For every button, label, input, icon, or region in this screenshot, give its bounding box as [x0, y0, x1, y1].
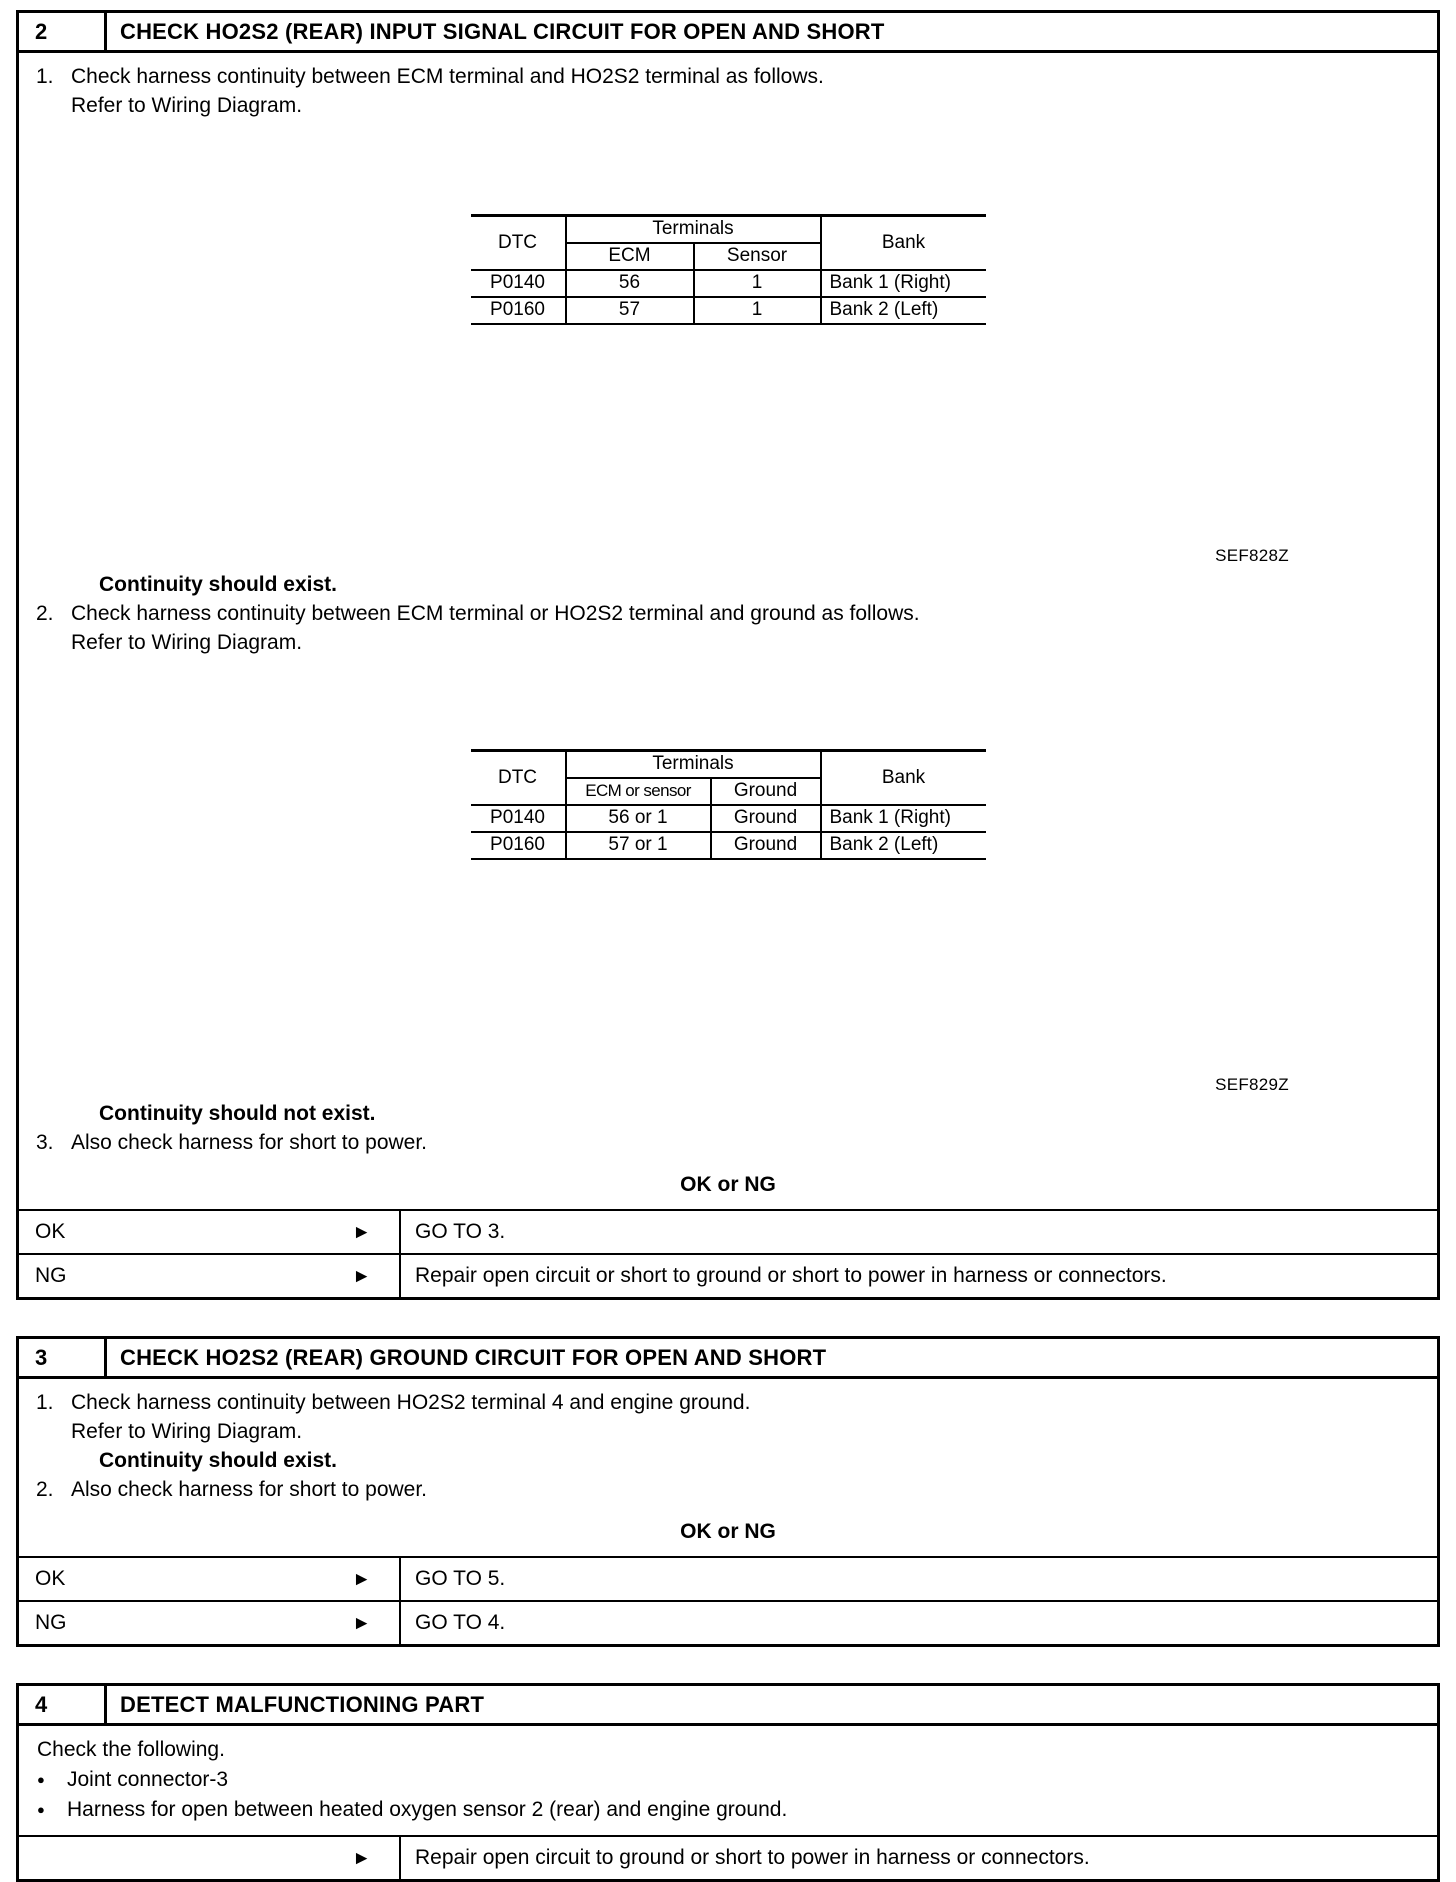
- procedure-box-3: [16, 1336, 1440, 1647]
- bullet-icon: ●: [37, 1802, 45, 1817]
- step-number: 4: [19, 1686, 107, 1723]
- table-header-row: [471, 216, 986, 243]
- figure-reference-code: SEF828Z: [1215, 546, 1289, 565]
- instruction-line: Refer to Wiring Diagram.: [71, 631, 303, 654]
- procedure-box-2: [16, 10, 1440, 1300]
- col-header-bank: Bank: [821, 216, 986, 270]
- arrow-icon: ►: [352, 1847, 371, 1869]
- procedure-header: [19, 1339, 1437, 1379]
- ok-or-ng-label: OK or NG: [680, 1173, 776, 1196]
- table-row: [471, 805, 986, 832]
- col-header-ecm-or-sensor: ECM or sensor: [566, 778, 711, 805]
- cell-ecm: 56: [566, 270, 694, 297]
- figure-reference-code: SEF829Z: [1215, 1075, 1289, 1094]
- bullet-item: [19, 1795, 1437, 1825]
- instruction-step: [19, 1128, 1437, 1157]
- result-action: Repair open circuit to ground or short to power in harness or connectors.: [415, 1846, 1090, 1869]
- cell-bank: Bank 1 (Right): [821, 270, 986, 297]
- result-row: [19, 1835, 1437, 1879]
- cell-bank: Bank 1 (Right): [821, 805, 986, 832]
- result-condition: [19, 1602, 401, 1644]
- result-row-ok: [19, 1209, 1437, 1253]
- procedure-body: [19, 53, 1437, 1297]
- cell-bank: Bank 2 (Left): [821, 832, 986, 859]
- instruction-number: 1.: [36, 1391, 54, 1414]
- cell-bank: Bank 2 (Left): [821, 297, 986, 324]
- condition-label: OK: [35, 1567, 66, 1590]
- instruction-text: [71, 599, 1417, 657]
- procedure-header: [19, 13, 1437, 53]
- instruction-text: [71, 62, 1417, 120]
- figure-area: [19, 749, 1437, 1099]
- cell-ground: Ground: [711, 805, 821, 832]
- instruction-line: Check harness continuity between ECM terminal or HO2S2 terminal and ground as follows.: [71, 602, 920, 625]
- result-condition: [19, 1837, 401, 1879]
- col-header-bank: Bank: [821, 751, 986, 805]
- bullet-text: Joint connector-3: [67, 1768, 229, 1791]
- cell-ecm: 57: [566, 297, 694, 324]
- table-header-row: [471, 751, 986, 778]
- procedure-box-4: [16, 1683, 1440, 1882]
- col-header-sensor: Sensor: [694, 243, 821, 270]
- continuity-note: Continuity should not exist.: [99, 1102, 376, 1125]
- result-action: Repair open circuit or short to ground or short to power in harness or connectors.: [415, 1264, 1167, 1287]
- continuity-note: Continuity should exist.: [99, 573, 338, 596]
- procedure-title: CHECK HO2S2 (REAR) GROUND CIRCUIT FOR OPEN AND SHORT: [120, 1344, 827, 1370]
- step-number: 2: [19, 13, 107, 50]
- cell-ground: Ground: [711, 832, 821, 859]
- col-header-ground: Ground: [711, 778, 821, 805]
- col-header-dtc: DTC: [471, 216, 566, 270]
- cell-ecm-or-sensor: 56 or 1: [566, 805, 711, 832]
- result-action: GO TO 5.: [415, 1567, 506, 1590]
- instruction-line: Check harness continuity between HO2S2 terminal 4 and engine ground.: [71, 1391, 751, 1414]
- col-header-ecm: ECM: [566, 243, 694, 270]
- instruction-text: [71, 1128, 1417, 1157]
- continuity-table: [471, 214, 986, 325]
- condition-label: NG: [35, 1611, 67, 1634]
- result-condition: [19, 1211, 401, 1253]
- col-header-terminals: Terminals: [566, 751, 821, 778]
- cell-dtc: P0140: [471, 270, 566, 297]
- cell-dtc: P0160: [471, 832, 566, 859]
- result-row-ok: [19, 1556, 1437, 1600]
- arrow-icon: ►: [352, 1568, 371, 1590]
- condition-label: NG: [35, 1264, 67, 1287]
- cell-dtc: P0140: [471, 805, 566, 832]
- cell-ecm-or-sensor: 57 or 1: [566, 832, 711, 859]
- instruction-step: [19, 1388, 1437, 1446]
- step-number: 3: [19, 1339, 107, 1376]
- cell-sensor: 1: [694, 297, 821, 324]
- arrow-icon: ►: [352, 1221, 371, 1243]
- table-row: [471, 297, 986, 324]
- condition-label: OK: [35, 1220, 66, 1243]
- instruction-step: [19, 599, 1437, 657]
- procedure-header: [19, 1686, 1437, 1726]
- instruction-line: Refer to Wiring Diagram.: [71, 94, 303, 117]
- col-header-dtc: DTC: [471, 751, 566, 805]
- arrow-icon: ►: [352, 1612, 371, 1634]
- instruction-step: [19, 1475, 1437, 1504]
- continuity-note: Continuity should exist.: [99, 1449, 338, 1472]
- result-action: GO TO 4.: [415, 1611, 506, 1634]
- cell-dtc: P0160: [471, 297, 566, 324]
- figure-area: [19, 214, 1437, 570]
- result-row-ng: [19, 1253, 1437, 1297]
- instruction-number: 2.: [36, 1478, 54, 1501]
- cell-sensor: 1: [694, 270, 821, 297]
- instruction-text: [71, 1388, 1417, 1446]
- instruction-step: [19, 62, 1437, 120]
- bullet-text: Harness for open between heated oxygen sensor 2 (rear) and engine ground.: [67, 1798, 788, 1821]
- result-action: GO TO 3.: [415, 1220, 506, 1243]
- continuity-table: [471, 749, 986, 860]
- table-row: [471, 832, 986, 859]
- table-row: [471, 270, 986, 297]
- procedure-body: [19, 1379, 1437, 1644]
- arrow-icon: ►: [352, 1265, 371, 1287]
- result-row-ng: [19, 1600, 1437, 1644]
- intro-text: Check the following.: [37, 1738, 225, 1761]
- instruction-line: Check harness continuity between ECM terminal and HO2S2 terminal as follows.: [71, 65, 824, 88]
- procedure-title: DETECT MALFUNCTIONING PART: [120, 1691, 485, 1717]
- result-condition: [19, 1255, 401, 1297]
- instruction-line: Refer to Wiring Diagram.: [71, 1420, 303, 1443]
- instruction-text: [71, 1475, 1417, 1504]
- instruction-line: Also check harness for short to power.: [71, 1478, 428, 1501]
- procedure-title: CHECK HO2S2 (REAR) INPUT SIGNAL CIRCUIT FOR OPEN AND SHORT: [120, 18, 885, 44]
- bullet-icon: ●: [37, 1772, 45, 1787]
- instruction-number: 2.: [36, 602, 54, 625]
- instruction-number: 3.: [36, 1131, 54, 1154]
- instruction-line: Also check harness for short to power.: [71, 1131, 428, 1154]
- col-header-terminals: Terminals: [566, 216, 821, 243]
- instruction-number: 1.: [36, 65, 54, 88]
- bullet-item: [19, 1765, 1437, 1795]
- ok-or-ng-label: OK or NG: [680, 1520, 776, 1543]
- result-condition: [19, 1558, 401, 1600]
- procedure-body: [19, 1726, 1437, 1879]
